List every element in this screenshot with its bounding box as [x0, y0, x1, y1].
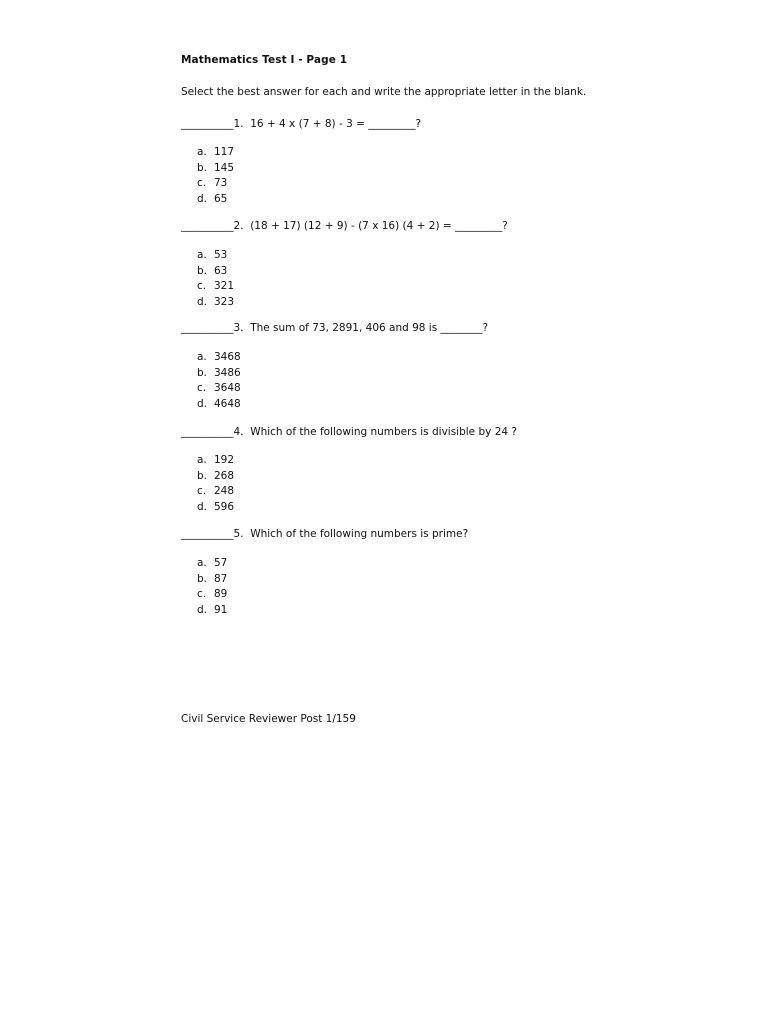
option-4d — [197, 500, 234, 516]
instructions-text: Select the best answer for each and write the appropriate letter in the blank. — [181, 86, 587, 98]
option-3b — [197, 366, 241, 382]
option-value: 73 — [214, 177, 228, 190]
option-3d — [197, 397, 241, 413]
question-2-options — [197, 248, 234, 311]
page-title: Mathematics Test I - Page 1 — [181, 54, 348, 66]
option-2b — [197, 264, 234, 280]
option-value: 65 — [214, 193, 228, 206]
question-1: __________1. 16 + 4 x (7 + 8) - 3 = _________? — [181, 118, 422, 130]
option-value: 321 — [214, 280, 235, 293]
question-5: __________5. Which of the following numbers is prime? — [181, 528, 469, 540]
option-letter: a. — [197, 351, 207, 363]
option-letter: b. — [197, 366, 208, 379]
option-2d — [197, 295, 234, 311]
option-letter: b. — [197, 161, 208, 174]
option-letter: d. — [197, 296, 208, 309]
option-5c — [197, 587, 227, 603]
option-5b — [197, 572, 227, 588]
option-letter: d. — [197, 501, 208, 514]
option-value: 53 — [214, 249, 228, 261]
question-2: __________2. (18 + 17) (12 + 9) - (7 x 16) (4 + 2) = _________? — [181, 220, 508, 232]
option-1b — [197, 161, 234, 177]
option-value: 87 — [214, 572, 228, 585]
option-5d — [197, 603, 227, 619]
option-letter: d. — [197, 193, 208, 206]
option-letter: a. — [197, 146, 207, 158]
option-value: 192 — [214, 454, 235, 466]
option-letter: d. — [197, 398, 208, 411]
option-value: 4648 — [214, 398, 241, 411]
question-1-options — [197, 145, 234, 208]
option-value: 145 — [214, 161, 235, 174]
option-4a — [197, 453, 234, 469]
question-5-options — [197, 556, 227, 619]
option-1c — [197, 176, 234, 192]
option-2a — [197, 248, 234, 264]
option-value: 63 — [214, 264, 228, 277]
question-3: __________3. The sum of 73, 2891, 406 and 98 is ________? — [181, 322, 489, 334]
option-letter: a. — [197, 249, 207, 261]
option-letter: a. — [197, 454, 207, 466]
option-value: 3468 — [214, 351, 241, 363]
option-value: 248 — [214, 485, 235, 498]
question-4: __________4. Which of the following numbers is divisible by 24 ? — [181, 426, 517, 438]
option-value: 268 — [214, 469, 235, 482]
option-2c — [197, 279, 234, 295]
option-letter: c. — [197, 485, 207, 498]
option-letter: a. — [197, 557, 207, 569]
option-letter: c. — [197, 280, 207, 293]
option-value: 323 — [214, 296, 235, 309]
option-value: 3486 — [214, 366, 241, 379]
option-4b — [197, 469, 234, 485]
option-letter: c. — [197, 382, 207, 395]
option-letter: b. — [197, 572, 208, 585]
option-1a — [197, 145, 234, 161]
question-3-options — [197, 350, 241, 413]
option-3a — [197, 350, 241, 366]
page-footer: Civil Service Reviewer Post 1/159 — [181, 713, 356, 725]
question-4-options — [197, 453, 234, 516]
option-letter: c. — [197, 177, 207, 190]
option-value: 91 — [214, 604, 228, 617]
option-1d — [197, 192, 234, 208]
option-value: 596 — [214, 501, 235, 514]
option-letter: b. — [197, 264, 208, 277]
option-letter: c. — [197, 588, 207, 601]
option-value: 117 — [214, 146, 235, 158]
option-letter: b. — [197, 469, 208, 482]
option-4c — [197, 484, 234, 500]
option-3c — [197, 381, 241, 397]
option-letter: d. — [197, 604, 208, 617]
option-value: 57 — [214, 557, 228, 569]
option-value: 89 — [214, 588, 228, 601]
option-5a — [197, 556, 227, 572]
option-value: 3648 — [214, 382, 241, 395]
